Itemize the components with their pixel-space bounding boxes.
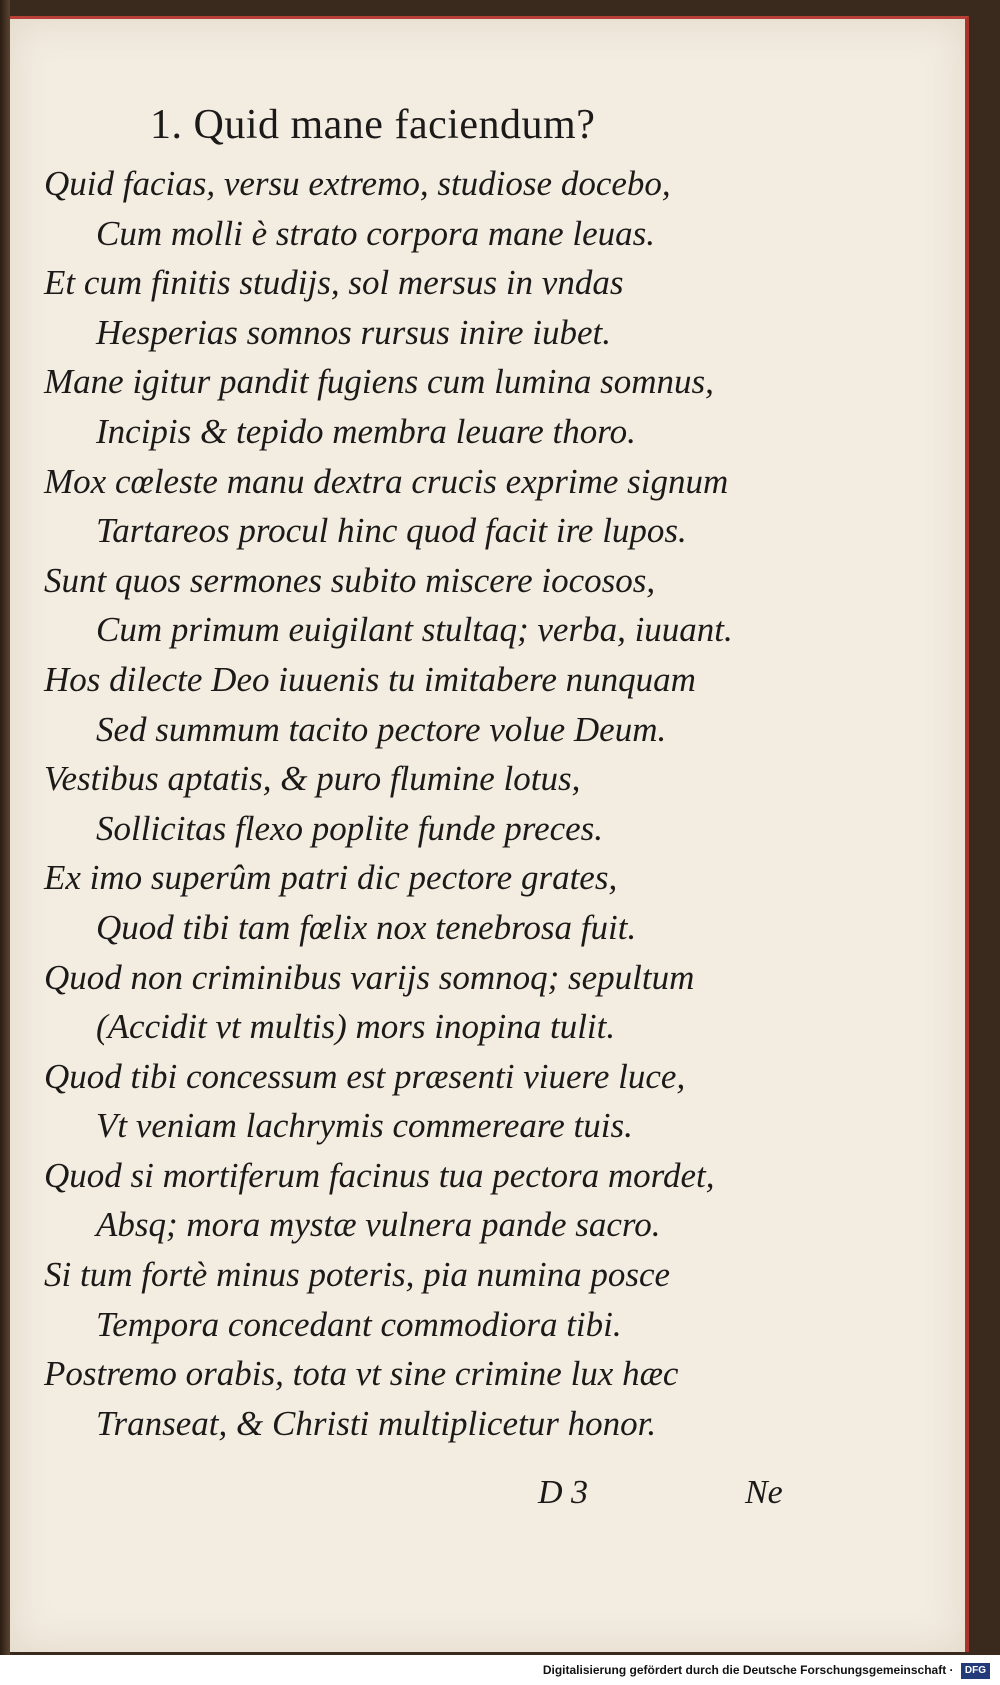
signature-mark: D 3 [538,1474,589,1511]
verse-line: Mox cœleste manu dextra crucis exprime signum [44,461,729,501]
verse-line: Vt veniam lachrymis commereare tuis. [96,1106,633,1146]
verse-line: Incipis & tepido membra leuare thoro. [96,411,636,451]
verse-line: Si tum fortè minus poteris, pia numina posce [44,1255,671,1295]
verse-line: Quod si mortiferum facinus tua pectora mordet, [44,1155,715,1195]
verse-line: Tempora concedant commodiora tibi. [96,1304,622,1344]
verse-line: Tartareos procul hinc quod facit ire lupos. [96,511,687,551]
dfg-logo: DFG [961,1663,990,1679]
page-title: 1. Quid mane faciendum? [150,102,596,148]
verse-line: Ex imo superûm patri dic pectore grates, [44,858,618,898]
verse-line: Sunt quos sermones subito miscere iocosos, [44,560,656,600]
verse-line: Quod tibi tam fœlix nox tenebrosa fuit. [96,907,637,947]
book-page [10,16,969,1652]
verse-line: Vestibus aptatis, & puro flumine lotus, [44,759,581,799]
verse-line: Hesperias somnos rursus inire iubet. [96,312,611,352]
footer-text: Digitalisierung gefördert durch die Deutsche Forschungsgemeinschaft · [542,1663,954,1677]
digitization-footer [0,1655,1000,1685]
catchword: Ne [745,1474,783,1511]
verse-line: Sollicitas flexo poplite funde preces. [96,808,604,848]
verse-line: Absq; mora mystæ vulnera pande sacro. [96,1205,661,1245]
verse-block [44,159,944,1448]
verse-line: Cum molli è strato corpora mane leuas. [96,213,656,253]
verse-line: Hos dilecte Deo iuuenis tu imitabere nunquam [44,659,696,699]
verse-line: (Accidit vt multis) mors inopina tulit. [96,1007,616,1047]
verse-line: Et cum finitis studijs, sol mersus in vndas [44,263,624,303]
verse-line: Quid facias, versu extremo, studiose docebo, [44,164,671,203]
verse-line: Mane igitur pandit fugiens cum lumina somnus, [44,362,714,402]
verse-line: Postremo orabis, tota vt sine crimine lux hæc [44,1354,679,1394]
book-gutter [0,0,10,1685]
verse-line: Quod tibi concessum est præsenti viuere luce, [44,1056,686,1096]
verse-line: Quod non criminibus varijs somnoq; sepultum [44,957,695,997]
verse-line: Transeat, & Christi multiplicetur honor. [96,1403,657,1443]
verse-line: Sed summum tacito pectore volue Deum. [96,709,667,749]
verse-line: Cum primum euigilant stultaq; verba, iuuant. [96,610,733,650]
